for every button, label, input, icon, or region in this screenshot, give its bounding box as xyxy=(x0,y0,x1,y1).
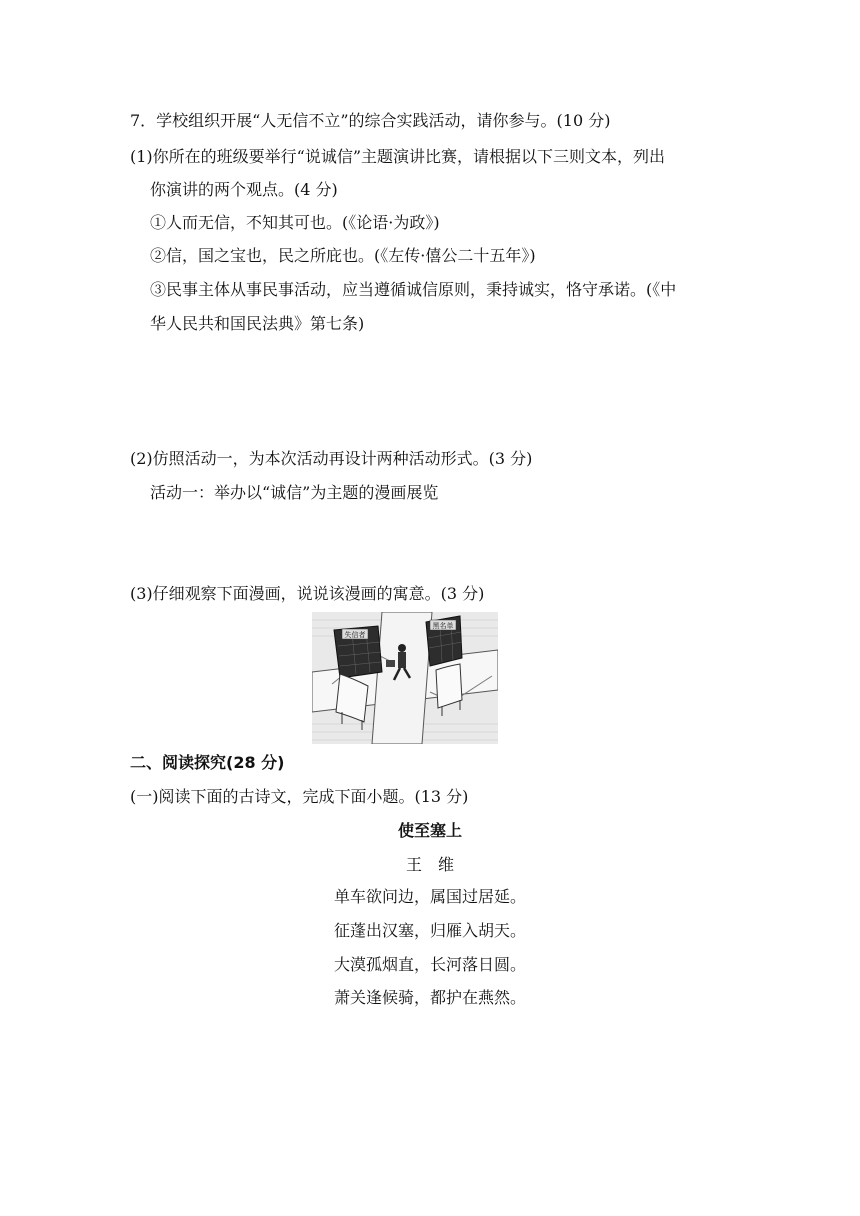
section-2-heading: 二、阅读探究(28 分) xyxy=(130,753,285,772)
question-7-part1-line2: 你演讲的两个观点。(4 分) xyxy=(150,180,338,199)
poem-line-2: 征蓬出汉塞，归雁入胡天。 xyxy=(333,921,526,940)
section-2-sub-1: (一)阅读下面的古诗文，完成下面小题。(13 分) xyxy=(130,787,469,806)
question-7-part2-line2: 活动一：举办以“诚信”为主题的漫画展览 xyxy=(150,483,439,502)
right-signboard xyxy=(426,616,462,666)
question-7-part1-line1: (1)你所在的班级要举行“说诚信”主题演讲比赛，请根据以下三则文本，列出 xyxy=(130,147,666,166)
question-7-part3: (3)仔细观察下面漫画，说说该漫画的寓意。(3 分) xyxy=(130,584,485,603)
right-sign-label: 黑名单 xyxy=(432,622,454,630)
poem-line-1: 单车欲问边，属国过居延。 xyxy=(333,887,526,906)
question-7-stem: 7．学校组织开展“人无信不立”的综合实践活动，请你参与。(10 分) xyxy=(130,111,611,130)
question-7-part2-line1: (2)仿照活动一，为本次活动再设计两种活动形式。(3 分) xyxy=(130,449,533,468)
poem-author: 王 维 xyxy=(405,855,454,874)
comic-illustration xyxy=(312,612,498,744)
poem-line-4: 萧关逢候骑，都护在燕然。 xyxy=(333,988,526,1007)
poem-title: 使至塞上 xyxy=(397,821,462,840)
source-text-2: ②信，国之宝也，民之所庇也。(《左传·僖公二十五年》) xyxy=(150,246,536,265)
left-signboard xyxy=(334,626,382,678)
poem-line-3: 大漠孤烟直，长河落日圆。 xyxy=(333,955,526,974)
source-text-3-line2: 华人民共和国民法典》第七条) xyxy=(150,314,365,333)
source-text-3-line1: ③民事主体从事民事活动，应当遵循诚信原则，秉持诚实，恪守承诺。(《中 xyxy=(150,280,677,299)
left-sign-label: 失信者 xyxy=(344,631,366,639)
source-text-1: ①人而无信，不知其可也。(《论语·为政》) xyxy=(150,213,440,232)
